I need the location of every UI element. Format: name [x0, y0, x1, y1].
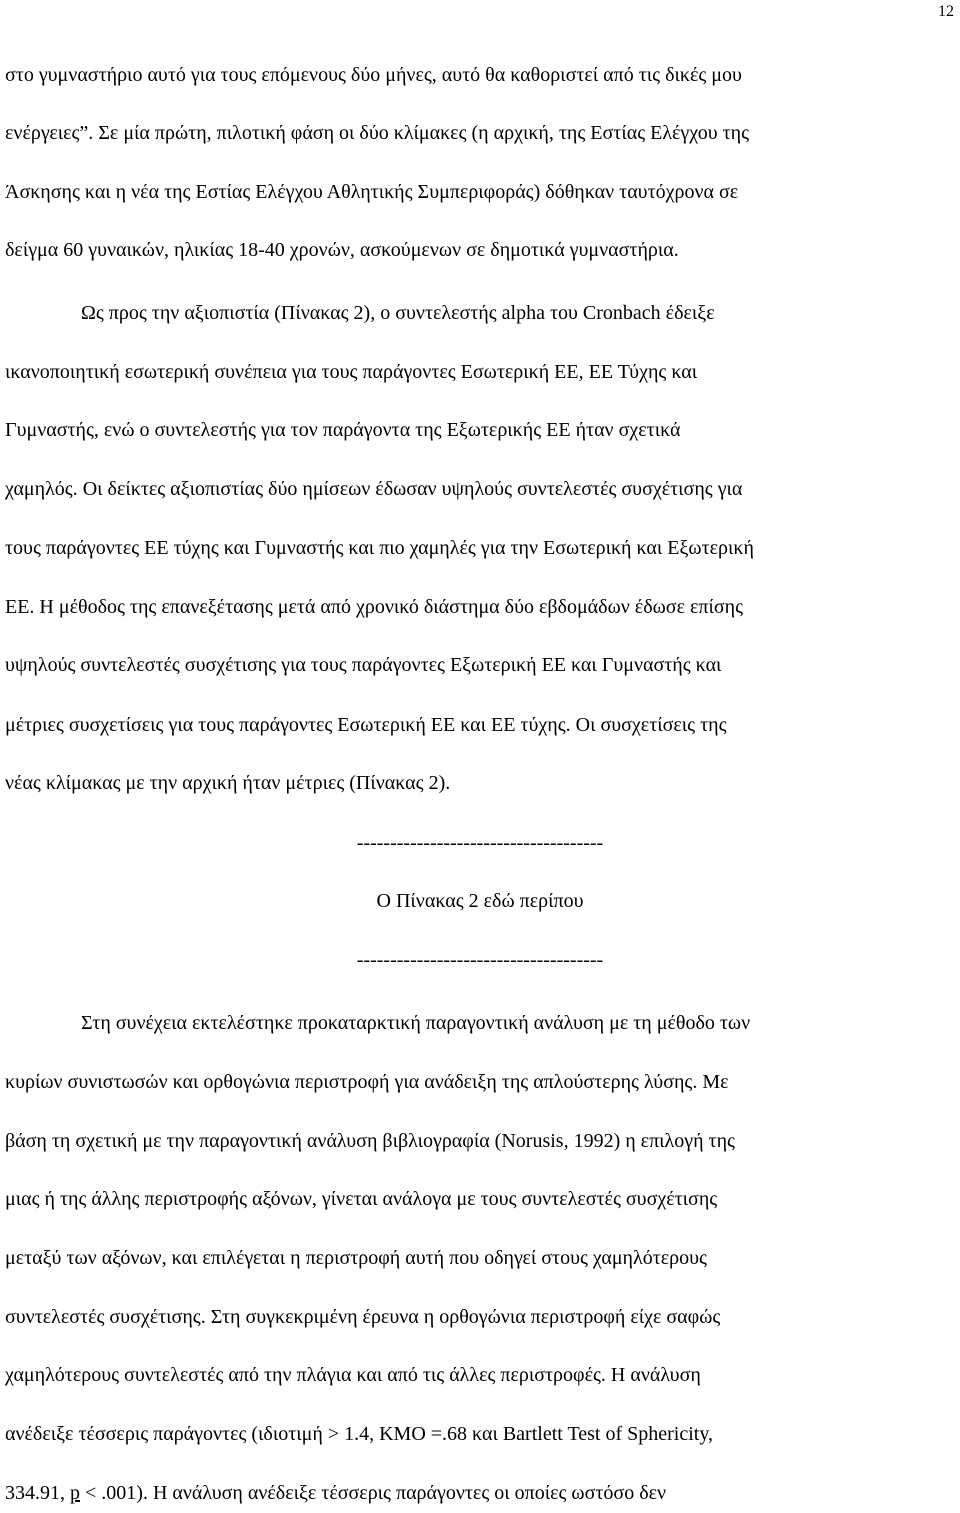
paragraph-line: ΕΕ. Η μέθοδος της επανεξέτασης μετά από χρονικό διάστημα δύο εβδομάδων έδωσε επίσης: [5, 596, 743, 618]
paragraph-line: τους παράγοντες ΕΕ τύχης και Γυμναστής και πιο χαμηλές για την Εσωτερική και Εξωτερική: [5, 537, 754, 559]
paragraph-line: χαμηλός. Οι δείκτες αξιοπιστίας δύο ημίσεων έδωσαν υψηλούς συντελεστές συσχέτισης για: [5, 478, 743, 500]
text-fragment: < .001). Η ανάλυση ανέδειξε τέσσερις παράγοντες οι οποίες ωστόσο δεν: [80, 1482, 667, 1504]
paragraph-line: συντελεστές συσχέτισης. Στη συγκεκριμένη έρευνα η ορθογώνια περιστροφή είχε σαφώς: [5, 1306, 721, 1328]
paragraph-line: κυρίων συνιστωσών και ορθογώνια περιστροφή για ανάδειξη της απλούστερης λύσης. Με: [5, 1071, 729, 1093]
paragraph-line: Γυμναστής, ενώ ο συντελεστής για τον παράγοντα της Εξωτερικής ΕΕ ήταν σχετικά: [5, 419, 681, 441]
paragraph-line: Άσκησης και η νέα της Εστίας Ελέγχου Αθλητικής Συμπεριφοράς) δόθηκαν ταυτόχρονα σε: [5, 181, 739, 203]
paragraph-line: ενέργειες”. Σε μία πρώτη, πιλοτική φάση οι δύο κλίμακες (η αρχική, της Εστίας Ελέγχου της: [5, 122, 750, 144]
paragraph-line: ικανοποιητική εσωτερική συνέπεια για τους παράγοντες Εσωτερική ΕΕ, ΕΕ Τύχης και: [5, 361, 698, 383]
paragraph-line: δείγμα 60 γυναικών, ηλικίας 18-40 χρονών, ασκούμενων σε δημοτικά γυμναστήρια.: [5, 239, 679, 261]
paragraph-line: νέας κλίμακας με την αρχική ήταν μέτριες (Πίνακας 2).: [5, 772, 451, 794]
table-placeholder-label: Ο Πίνακας 2 εδώ περίπου: [376, 890, 584, 912]
paragraph-line: χαμηλότερους συντελεστές από την πλάγια και από τις άλλες περιστροφές. Η ανάλυση: [5, 1364, 701, 1386]
table-placeholder-dashes-top: -------------------------------------: [356, 832, 604, 854]
page-number: 12: [938, 3, 954, 20]
paragraph-line: βάση τη σχετική με την παραγοντική ανάλυση βιβλιογραφία (Norusis, 1992) η επιλογή της: [5, 1130, 735, 1152]
table-placeholder-dashes-bottom: -------------------------------------: [356, 949, 604, 971]
p-value-symbol: p: [70, 1482, 80, 1504]
paragraph-line: μεταξύ των αξόνων, και επιλέγεται η περιστροφή αυτή που οδηγεί στους χαμηλότερους: [5, 1247, 707, 1269]
text-fragment: 334.91,: [5, 1482, 70, 1504]
paragraph-line: στο γυμναστήριο αυτό για τους επόμενους δύο μήνες, αυτό θα καθοριστεί από τις δικές μου: [5, 64, 742, 86]
paragraph-line: μέτριες συσχετίσεις για τους παράγοντες Εσωτερική ΕΕ και ΕΕ τύχης. Οι συσχετίσεις της: [5, 714, 727, 736]
paragraph-line-last: [5, 1479, 666, 1507]
paragraph-line: υψηλούς συντελεστές συσχέτισης για τους παράγοντες Εξωτερική ΕΕ και Γυμναστής και: [5, 654, 722, 676]
paragraph-line: ανέδειξε τέσσερις παράγοντες (ιδιοτιμή > 1.4, KMO =.68 και Bartlett Test of Sphericity,: [5, 1423, 714, 1445]
paragraph-line: Ως προς την αξιοπιστία (Πίνακας 2), ο συντελεστής alpha του Cronbach έδειξε: [81, 302, 715, 324]
paragraph-line: μιας ή της άλλης περιστροφής αξόνων, γίνεται ανάλογα με τους συντελεστές συσχέτισης: [5, 1188, 718, 1210]
paragraph-line: Στη συνέχεια εκτελέστηκε προκαταρκτική παραγοντική ανάλυση με τη μέθοδο των: [81, 1012, 751, 1034]
